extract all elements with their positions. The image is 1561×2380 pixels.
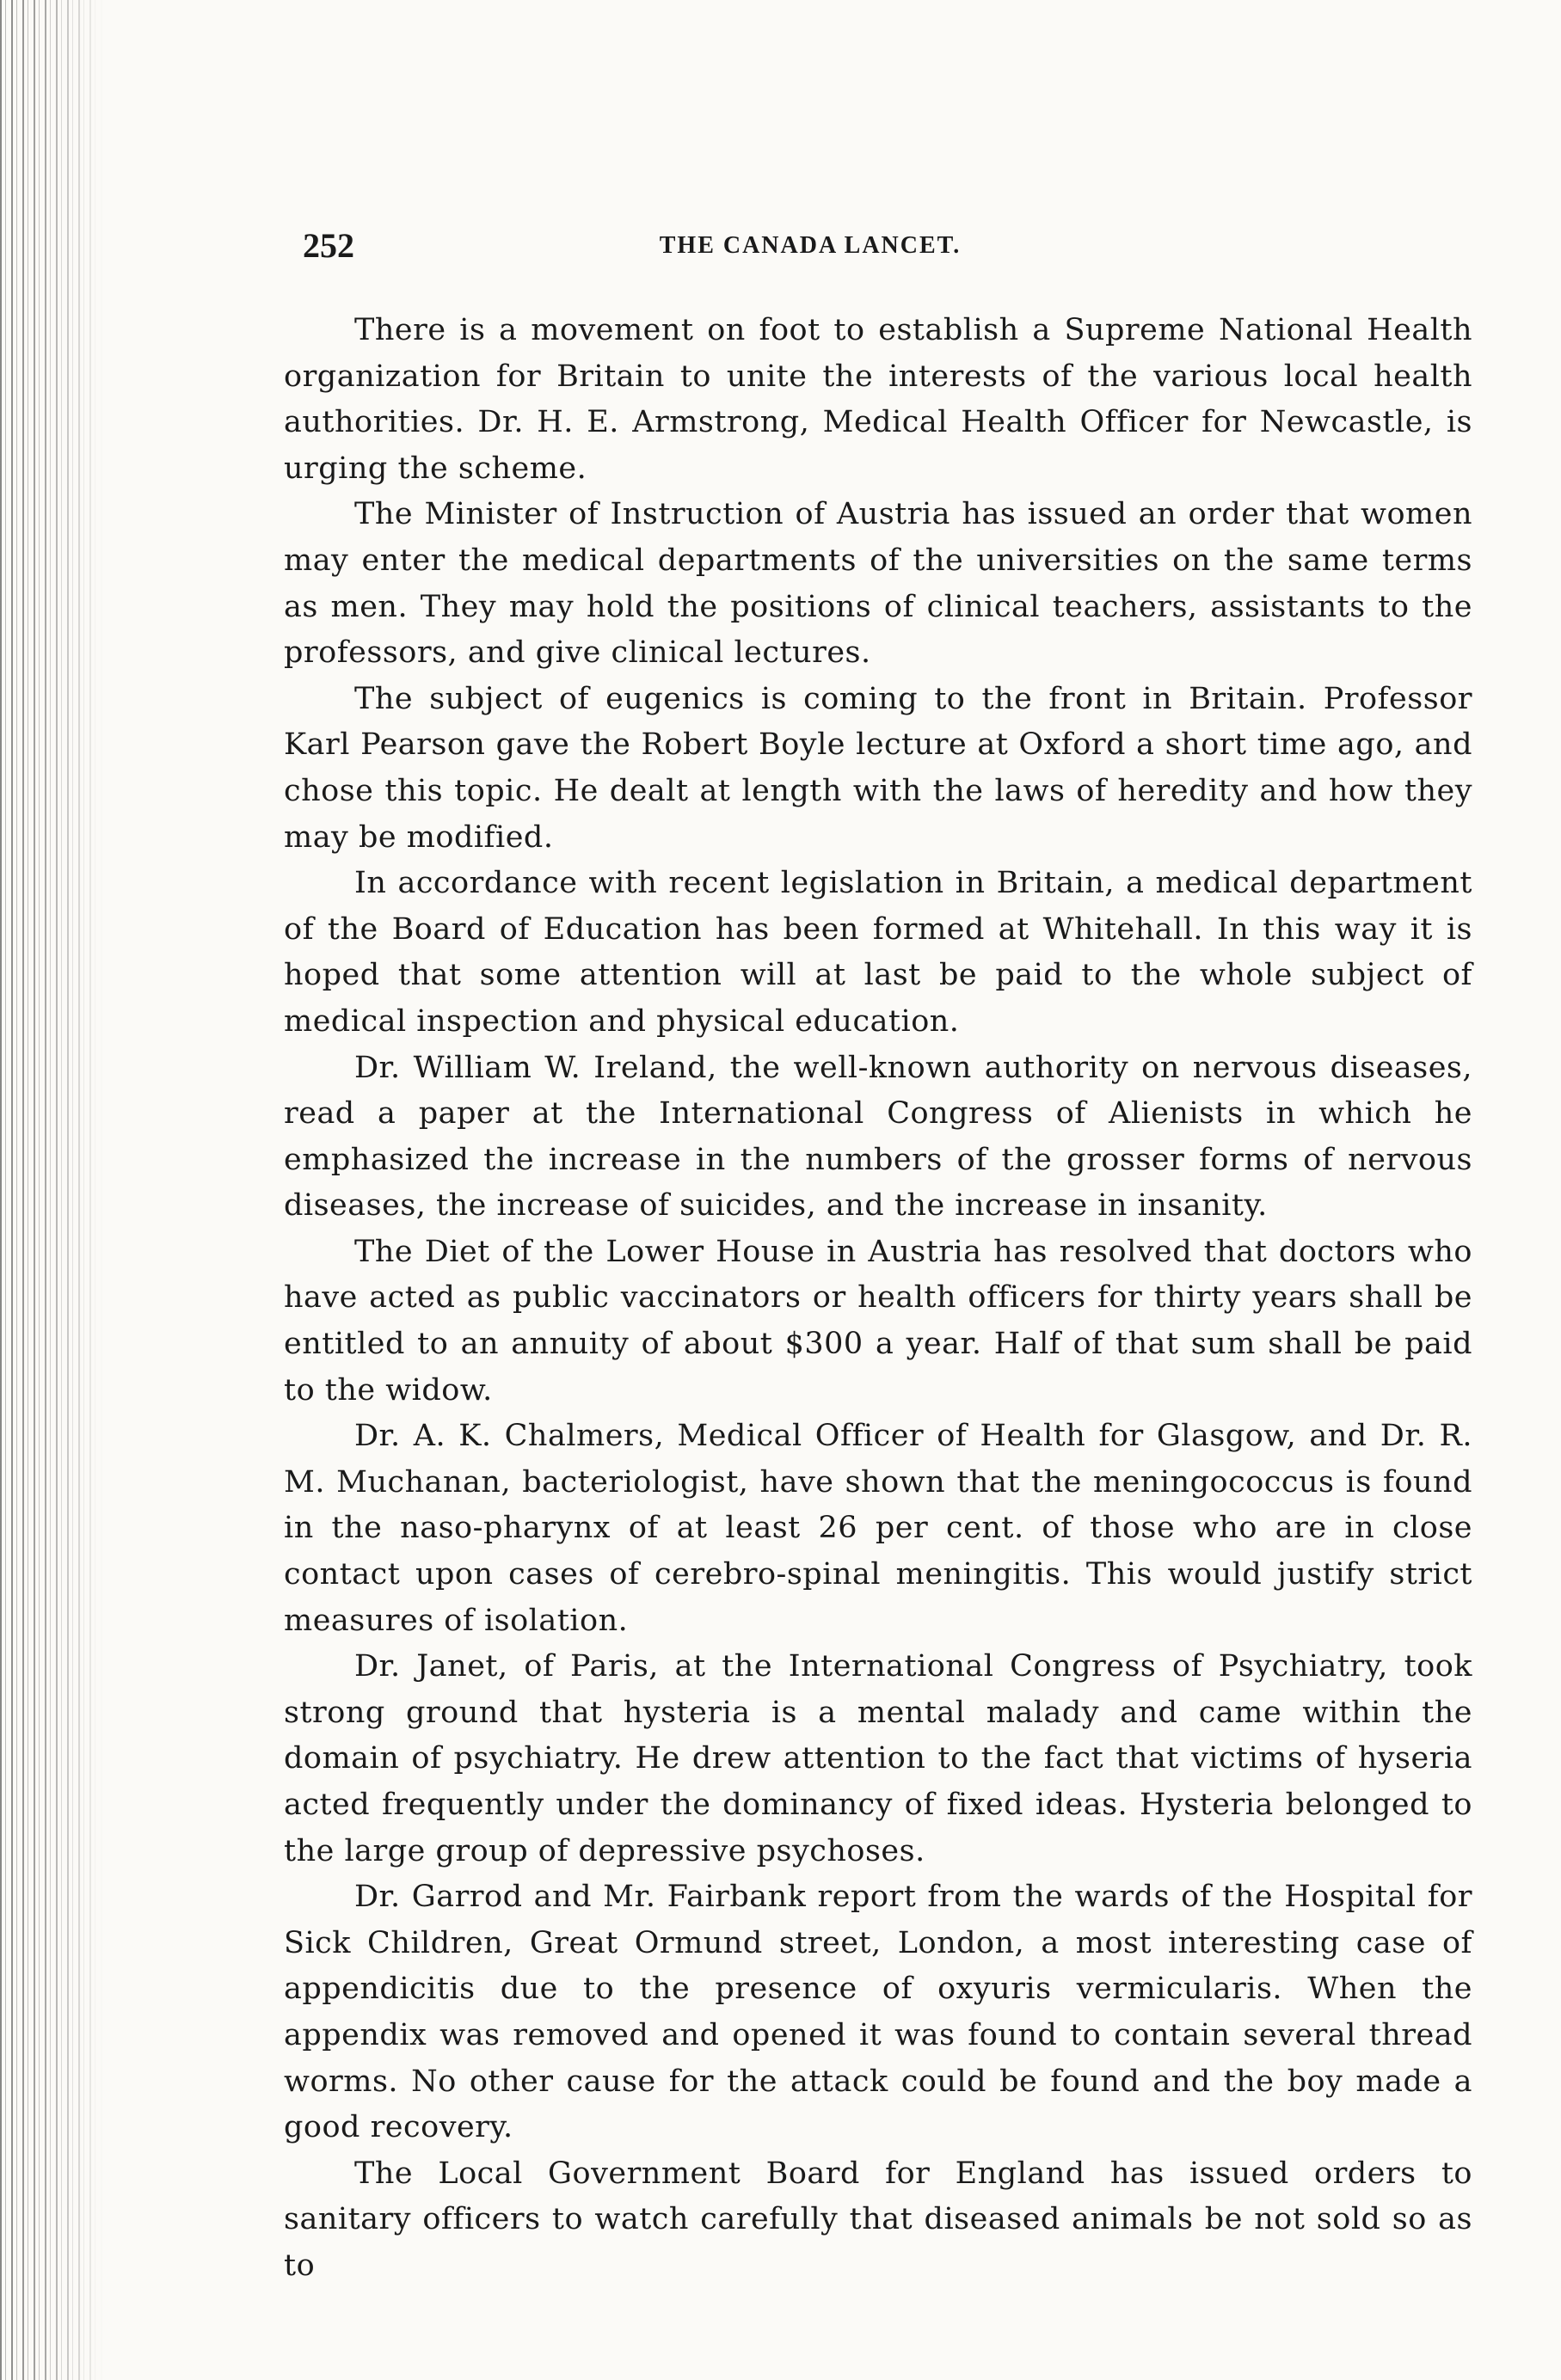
paragraph-austria-women-medicine: The Minister of Instruction of Austria has issued an order that women may enter the medical departments of the universities on the same terms as men. They may hold the positions of clinical teachers, assistants to the professors, and give clinical lectures. — [284, 497, 1472, 671]
page-header — [303, 225, 1481, 268]
page-binding-edge — [0, 0, 103, 2380]
paragraph-hysteria: Dr. Janet, of Paris, at the International Congress of Psychiatry, took strong ground that hysteria is a mental malady and came within the domain of psychiatry. He drew attention to the fact that victims of hyseria acted frequently under the dominancy of fixed ideas. Hysteria belonged to the large group of depressive psychoses. — [284, 1649, 1472, 1868]
paragraph-eugenics: The subject of eugenics is coming to the front in Britain. Professor Karl Pearson gave the Robert Boyle lecture at Oxford a short time ago, and chose this topic. He dealt at length with the laws of heredity and how they may be modified. — [284, 681, 1472, 855]
paragraph-nervous-diseases: Dr. William W. Ireland, the well-known authority on nervous diseases, read a paper at the International Congress of Alienists in which he emphasized the increase in the numbers of the grosser forms of nervous diseases, the increase of suicides, and the increase in insanity. — [284, 1050, 1472, 1224]
paragraph-appendicitis: Dr. Garrod and Mr. Fairbank report from the wards of the Hospital for Sick Children, Great Ormund street, London, a most interesting case of appendicitis due to the presence of oxyuris vermicularis. When the appendix was removed and opened it was found to contain several thread worms. No other cause for the attack could be found and the boy made a good recovery. — [284, 1880, 1472, 2145]
page-number: 252 — [303, 226, 354, 265]
paragraph-local-government-board: The Local Government Board for England has issued orders to sanitary officers to watch carefully that diseased animals be not sold so as to — [284, 2156, 1472, 2283]
paragraph-austria-annuity: The Diet of the Lower House in Austria has resolved that doctors who have acted as public vaccinators or health officers for thirty years shall be entitled to an annuity of about $300 a year. Half of that sum shall be paid to the widow. — [284, 1234, 1472, 1408]
paragraph-board-of-education: In accordance with recent legislation in Britain, a medical department of the Board of Education has been formed at Whitehall. In this way it is hoped that some attention will at last be paid to the whole subject of medical inspection and physical education. — [284, 866, 1472, 1039]
body-text — [284, 308, 1472, 2290]
paragraph-meningococcus: Dr. A. K. Chalmers, Medical Officer of Health for Glasgow, and Dr. R. M. Muchanan, bacteriologist, have shown that the meningococcus is found in the naso-pharynx of at least 26 per cent. of those who are in close contact upon cases of cerebro-spinal meningitis. This would justify strict measures of isolation. — [284, 1419, 1472, 1638]
running-head: THE CANADA LANCET. — [659, 232, 962, 259]
paragraph-health-organization: There is a movement on foot to establish a Supreme National Health organization for Britain to unite the interests of the various local health authorities. Dr. H. E. Armstrong, Medical Health Officer for Newcastle, is urging the scheme. — [284, 313, 1472, 486]
